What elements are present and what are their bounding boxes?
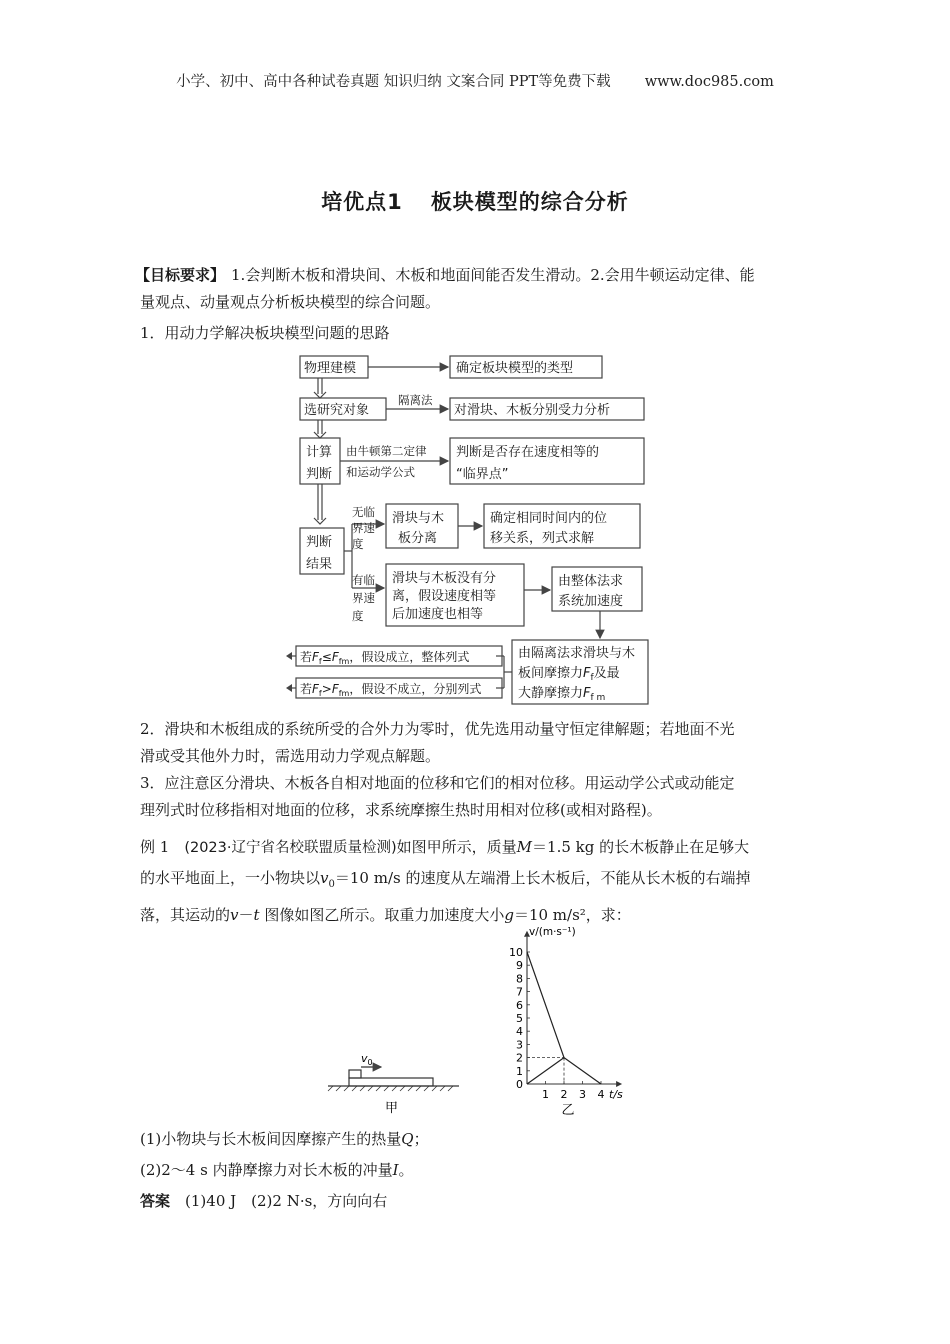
flowchart	[290, 350, 660, 710]
example-mass: ＝1.5 kg 的长木板静止在足够大	[532, 838, 750, 856]
example-line2a: 的水平地面上，一小物块以	[140, 869, 321, 887]
series-line-2	[527, 1058, 564, 1084]
y-tick-label: 4	[516, 1025, 523, 1039]
y-tick-label: 2	[516, 1051, 523, 1065]
small-block	[349, 1070, 361, 1078]
flow-choose-object: 选研究对象	[304, 403, 370, 418]
figure-jia-label: 甲	[385, 1101, 399, 1116]
flow-force-analysis: 对滑块、木板分别受力分析	[454, 403, 611, 418]
example-line3b: 图像如图乙所示。取重力加速度大小	[264, 906, 505, 924]
example-source: (2023·辽宁省名校联盟质量检测)	[184, 840, 397, 856]
flow-iso1: 由隔离法求滑块与木	[518, 646, 636, 661]
flow-whole1: 由整体法求	[558, 574, 624, 589]
question-2: (2)2～4 s 内静摩擦力对长木板的冲量	[140, 1161, 393, 1179]
flow-nosep3: 后加速度也相等	[392, 607, 484, 622]
vt-chart	[505, 925, 645, 1120]
question-1: (1)小物块与长木板间因摩擦产生的热量	[140, 1130, 402, 1148]
flow-cond1: ，假设成立，整体列式	[349, 650, 470, 664]
flow-no-crit3: 度	[352, 537, 364, 551]
x-tick-label: 1	[542, 1088, 549, 1101]
flow-has-crit3: 度	[352, 609, 364, 623]
flow-judge2: “临界点”	[456, 467, 509, 482]
x-axis-arrow	[616, 1081, 622, 1087]
flow-iso2: 板间摩擦力	[518, 666, 584, 681]
x-axis-label: t/s	[609, 1088, 623, 1101]
goal-label: 【目标要求】	[135, 266, 226, 284]
example-block: 例 1 (2023·辽宁省名校联盟质量检测)如图甲所示，质量M＝1.5 kg 的长木板静止在足够大 的水平地面上，一小物块以$v_0=10$ m/s 的速度从左端滑上长木板后，不能从长木板的右端掉 落，其运动的v－t 图像如图乙所示。取重力加速度大小g＝10 m/s²，求：	[140, 838, 751, 924]
y-tick-label: 9	[516, 959, 523, 973]
figure-jia	[325, 1050, 465, 1118]
flow-determine-type: 确定板块模型的类型	[456, 361, 574, 376]
answer-label: 答案	[140, 1192, 171, 1210]
para3-line2: 理列式时位移指相对地面的位移，求系统摩擦生热时用相对位移(或相对路程)。	[140, 801, 662, 819]
goal-line2: 量观点、动量观点分析板块模型的综合问题。	[140, 293, 441, 311]
title-text: 板块模型的综合分析	[430, 190, 629, 214]
flow-no-crit2: 界速	[352, 521, 375, 535]
section1-heading: 1．用动力学解决板块模型问题的思路	[140, 324, 390, 342]
svg-text:若Ff≤Ffm，假设成立，整体列式: 若$F_f\le F_{fm}$，假设成立，整体列式	[300, 650, 470, 666]
flow-sep1: 滑块与木	[392, 511, 445, 526]
goal-line1: 1.会判断木板和滑块间、木板和地面间能否发生滑动。2.会用牛顿运动定律、能	[231, 266, 755, 284]
answer-text: (1)40 J (2)2 N·s，方向向右	[185, 1192, 388, 1210]
flow-no-crit1: 无临	[352, 505, 375, 519]
para2-line2: 滑或受其他外力时，需选用动力学观点解题。	[140, 747, 441, 765]
flow-has-crit1: 有临	[352, 573, 375, 587]
flow-newton2: 和运动学公式	[346, 465, 415, 479]
flow-result2: 结果	[306, 557, 333, 572]
flow-calc2: 判断	[306, 467, 333, 482]
page-title	[0, 186, 950, 216]
y-tick-label: 10	[509, 946, 523, 959]
y-tick-label: 8	[516, 972, 523, 986]
y-tick-label: 1	[516, 1064, 523, 1078]
example-line1: 如图甲所示，质量	[396, 838, 517, 856]
flow-calc1: 计算	[306, 445, 333, 460]
example-line3a: 落，其运动的	[140, 906, 231, 924]
x-tick-label: 2	[560, 1088, 568, 1101]
header-text: 小学、初中、高中各种试卷真题 知识归纳 文案合同 PPT等免费下载	[176, 74, 611, 90]
flow-if1: 若	[300, 650, 313, 664]
y-tick-label: 3	[516, 1038, 523, 1052]
flow-disp2: 移关系，列式求解	[490, 531, 595, 546]
svg-text:v0: $v_0$	[361, 1052, 373, 1067]
flow-isolation: 隔离法	[398, 393, 433, 407]
svg-text:板间摩擦力Ff及最: 板间摩擦力$F_f$及最	[518, 666, 620, 683]
svg-text:大静摩擦力Ff m: 大静摩擦力$F_{f m}$	[518, 686, 606, 703]
para2	[140, 716, 812, 770]
svg-text:若Ff>Ffm，假设不成立，分别列式: 若$F_f>F_{fm}$，假设不成立，分别列式	[300, 682, 482, 698]
long-board	[349, 1078, 433, 1086]
figure-yi-label: 乙	[561, 1103, 575, 1118]
flow-iso2b: 及最	[593, 666, 620, 681]
y-tick-label: 7	[516, 985, 523, 999]
para3-line1: 3．应注意区分滑块、木板各自相对地面的位移和它们的相对位移。用运动学公式或动能定	[140, 774, 735, 792]
title-number: 培优点1	[321, 190, 403, 214]
flow-physics-model: 物理建模	[304, 361, 357, 376]
flow-iso3: 大静摩擦力	[518, 686, 584, 701]
example-line3c: ＝10 m/s²，求：	[513, 906, 631, 924]
example-label: 例 1	[140, 838, 170, 856]
flow-nosep2: 离，假设速度相等	[392, 589, 497, 604]
para2-line1: 2．滑块和木板组成的系统所受的合外力为零时，优先选用动量守恒定律解题；若地面不光	[140, 720, 735, 738]
flow-judge1: 判断是否存在速度相等的	[456, 445, 600, 460]
example-line2b: ＝10 m/s 的速度从左端滑上长木板后，不能从长木板的右端掉	[334, 869, 751, 887]
y-axis-label: v/(m·s⁻¹)	[529, 925, 576, 938]
flow-disp1: 确定相同时间内的位	[490, 511, 608, 526]
y-tick-label: 0	[516, 1078, 523, 1091]
flow-has-crit2: 界速	[352, 591, 375, 605]
flow-result1: 判断	[306, 535, 333, 550]
flow-cond2: ，假设不成立，分别列式	[349, 682, 482, 696]
flow-whole2: 系统加速度	[558, 594, 624, 609]
goal-block	[135, 262, 812, 316]
header-url[interactable]: www.doc985.com	[644, 74, 774, 90]
flow-nosep1: 滑块与木板没有分	[392, 571, 497, 586]
flow-newton1: 由牛顿第二定律	[346, 444, 427, 458]
questions: (1)小物块与长木板间因摩擦产生的热量Q； (2)2～4 s 内静摩擦力对长木板的冲量I。 答案 (1)40 J (2)2 N·s，方向向右	[140, 1130, 429, 1210]
x-tick-label: 3	[579, 1088, 586, 1101]
flow-if2: 若	[300, 682, 313, 696]
x-tick-label: 4	[597, 1088, 605, 1101]
y-tick-label: 6	[516, 998, 523, 1012]
para3	[140, 770, 812, 824]
y-tick-label: 5	[516, 1012, 523, 1025]
page-header	[0, 70, 950, 91]
flow-sep2: 板分离	[398, 531, 438, 546]
